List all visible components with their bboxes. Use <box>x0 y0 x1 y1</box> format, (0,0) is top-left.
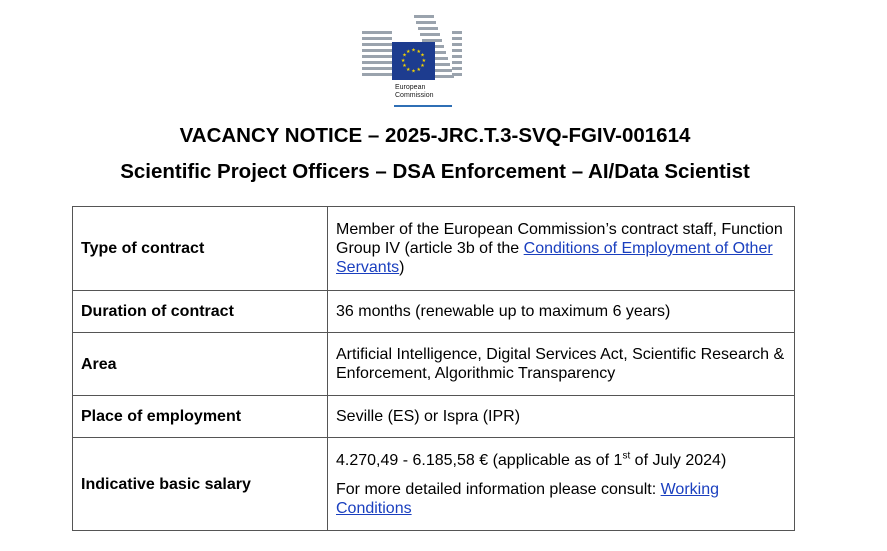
svg-text:★: ★ <box>411 68 416 75</box>
place-value: Seville (ES) or Ispra (IPR) <box>328 396 795 438</box>
place-label: Place of employment <box>73 396 328 438</box>
duration-label: Duration of contract <box>73 291 328 333</box>
contract-type-text-end: ) <box>399 259 405 276</box>
salary-date-ordinal: st <box>622 450 631 462</box>
table-row-salary <box>73 438 795 531</box>
logo-caption <box>395 84 434 100</box>
conditions-of-employment-link[interactable]: Conditions of Employment of Other Servants <box>336 240 773 276</box>
table-row-duration <box>73 291 795 333</box>
area-value: Artificial Intelligence, Digital Services Act, Scientific Research & Enforcement, Algorithmic Transparency <box>328 333 795 396</box>
contract-type-label: Type of contract <box>73 207 328 291</box>
salary-amount <box>336 451 786 470</box>
svg-text:★: ★ <box>420 63 425 70</box>
svg-text:★: ★ <box>406 66 411 73</box>
svg-text:★: ★ <box>416 66 421 73</box>
svg-text:★: ★ <box>420 52 425 59</box>
contract-type-text: Member of the European Commission’s contract staff, Function Group IV (article 3b of the <box>336 221 783 257</box>
table-row-contract-type <box>73 207 795 291</box>
area-label: Area <box>73 333 328 396</box>
svg-text:★: ★ <box>421 57 427 64</box>
salary-value <box>328 438 795 531</box>
svg-text:★: ★ <box>411 47 416 54</box>
vacancy-notice-subtitle: Scientific Project Officers – DSA Enforcement – AI/Data Scientist <box>120 160 750 183</box>
salary-info-text: For more detailed information please consult: <box>336 480 661 498</box>
vacancy-notice-title: VACANCY NOTICE – 2025-JRC.T.3-SVQ-FGIV-001614 <box>179 124 691 147</box>
salary-info <box>336 480 786 518</box>
salary-label: Indicative basic salary <box>73 438 328 531</box>
vacancy-details-table <box>72 206 795 531</box>
svg-text:★: ★ <box>416 48 421 55</box>
logo-line-2: Commission <box>395 92 434 99</box>
table-row-area <box>73 333 795 396</box>
svg-text:★: ★ <box>400 57 406 64</box>
svg-text:★: ★ <box>402 52 407 59</box>
svg-text:★: ★ <box>402 63 407 70</box>
table-row-place <box>73 396 795 438</box>
logo-line-1: European <box>395 84 426 91</box>
salary-amount-text: 4.270,49 - 6.185,58 € (applicable as of 1 <box>336 451 623 469</box>
svg-text:★: ★ <box>406 48 411 55</box>
duration-value: 36 months (renewable up to maximum 6 years) <box>328 291 795 333</box>
contract-type-value <box>328 207 795 291</box>
salary-amount-text-end: of July 2024) <box>630 451 727 469</box>
working-conditions-link[interactable]: Working Conditions <box>336 480 719 517</box>
